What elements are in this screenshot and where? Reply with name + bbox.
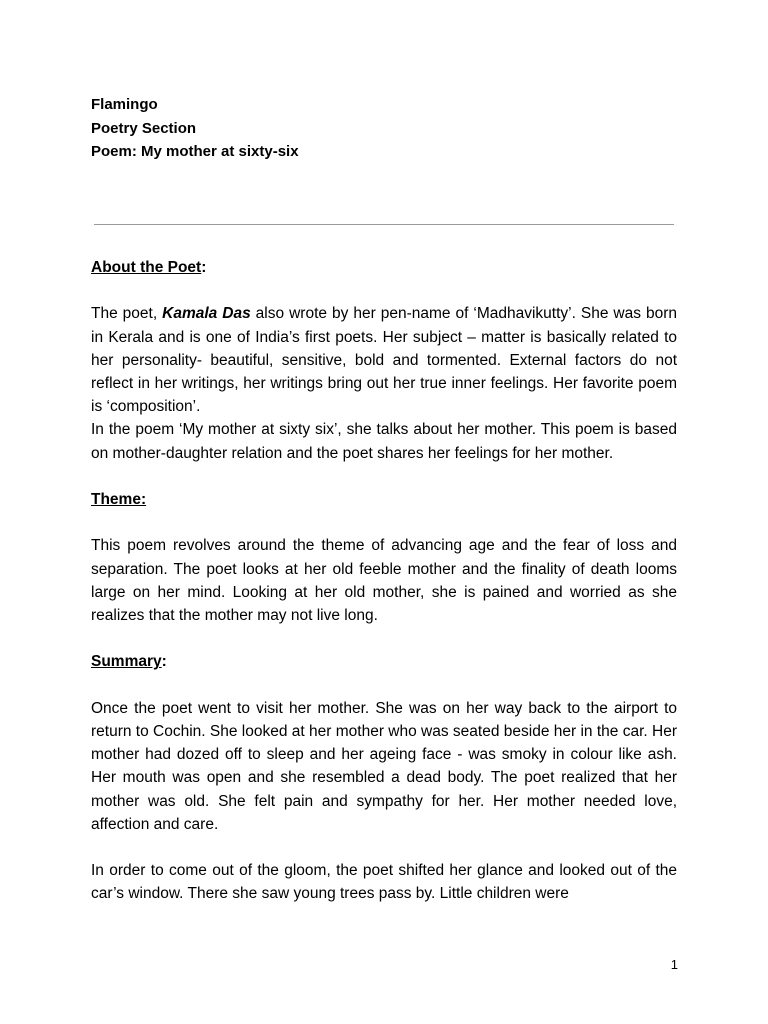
summary-paragraph-1: Once the poet went to visit her mother. She was on her way back to the airport to return to Cochin. She looked at her mother who was seated beside her in the car. Her mother had dozed off to sleep and her ageing face - was smoky in colour like ash. Her mouth was open and she resembled a dead body. The poet realized that her mother was old. She felt pain and sympathy for her. Her mother needed love, affection and care. [91,699,677,833]
summary-heading-colon: : [161,653,167,671]
about-poet-p1-prefix: The poet, [91,305,163,323]
section-title: Poetry Section [91,119,197,137]
horizontal-divider [94,224,674,225]
about-poet-heading-text: About the Poet [91,259,202,276]
document-header [91,93,299,164]
about-poet-heading [91,256,677,279]
theme-paragraph: This poem revolves around the theme of advancing age and the fear of loss and separation. The poet looks at her old feeble mother and the finality of death looms large on her mind. Looking at her old mother, she is pained and worried as she realizes that the mother may not live long. [91,537,677,624]
poem-title: Poem: My mother at sixty-six [91,143,299,160]
about-poet-paragraph-2: In the poem ‘My mother at sixty six’, she talks about her mother. This poem is based on mother-daughter relation and the poet shares her feelings for her mother. [91,421,677,462]
page-number: 1 [670,957,678,972]
about-poet-p1-rest: also wrote by her pen-name of ‘Madhavikutty’. She was born in Kerala and is one of India’s first poets. Her subject – matter is basically related to her personality- beautiful, sensitive, bold and tormented. External factors do not reflect in her writings, her writings bring out her true inner feelings. Her favorite poem is ‘composition’. [91,305,677,416]
theme-heading [91,488,677,511]
theme-heading-text: Theme: [91,491,147,508]
poet-name: Kamala Das [162,305,251,323]
book-title: Flamingo [91,96,158,113]
summary-paragraph-2: In order to come out of the gloom, the poet shifted her glance and looked out of the car’s window. There she saw young trees pass by. Little children were [91,862,677,903]
about-poet-paragraph-1 [91,302,677,418]
about-poet-heading-colon: : [201,259,207,276]
document-body [91,256,677,906]
summary-heading-text: Summary [91,653,162,671]
summary-heading [91,650,677,673]
